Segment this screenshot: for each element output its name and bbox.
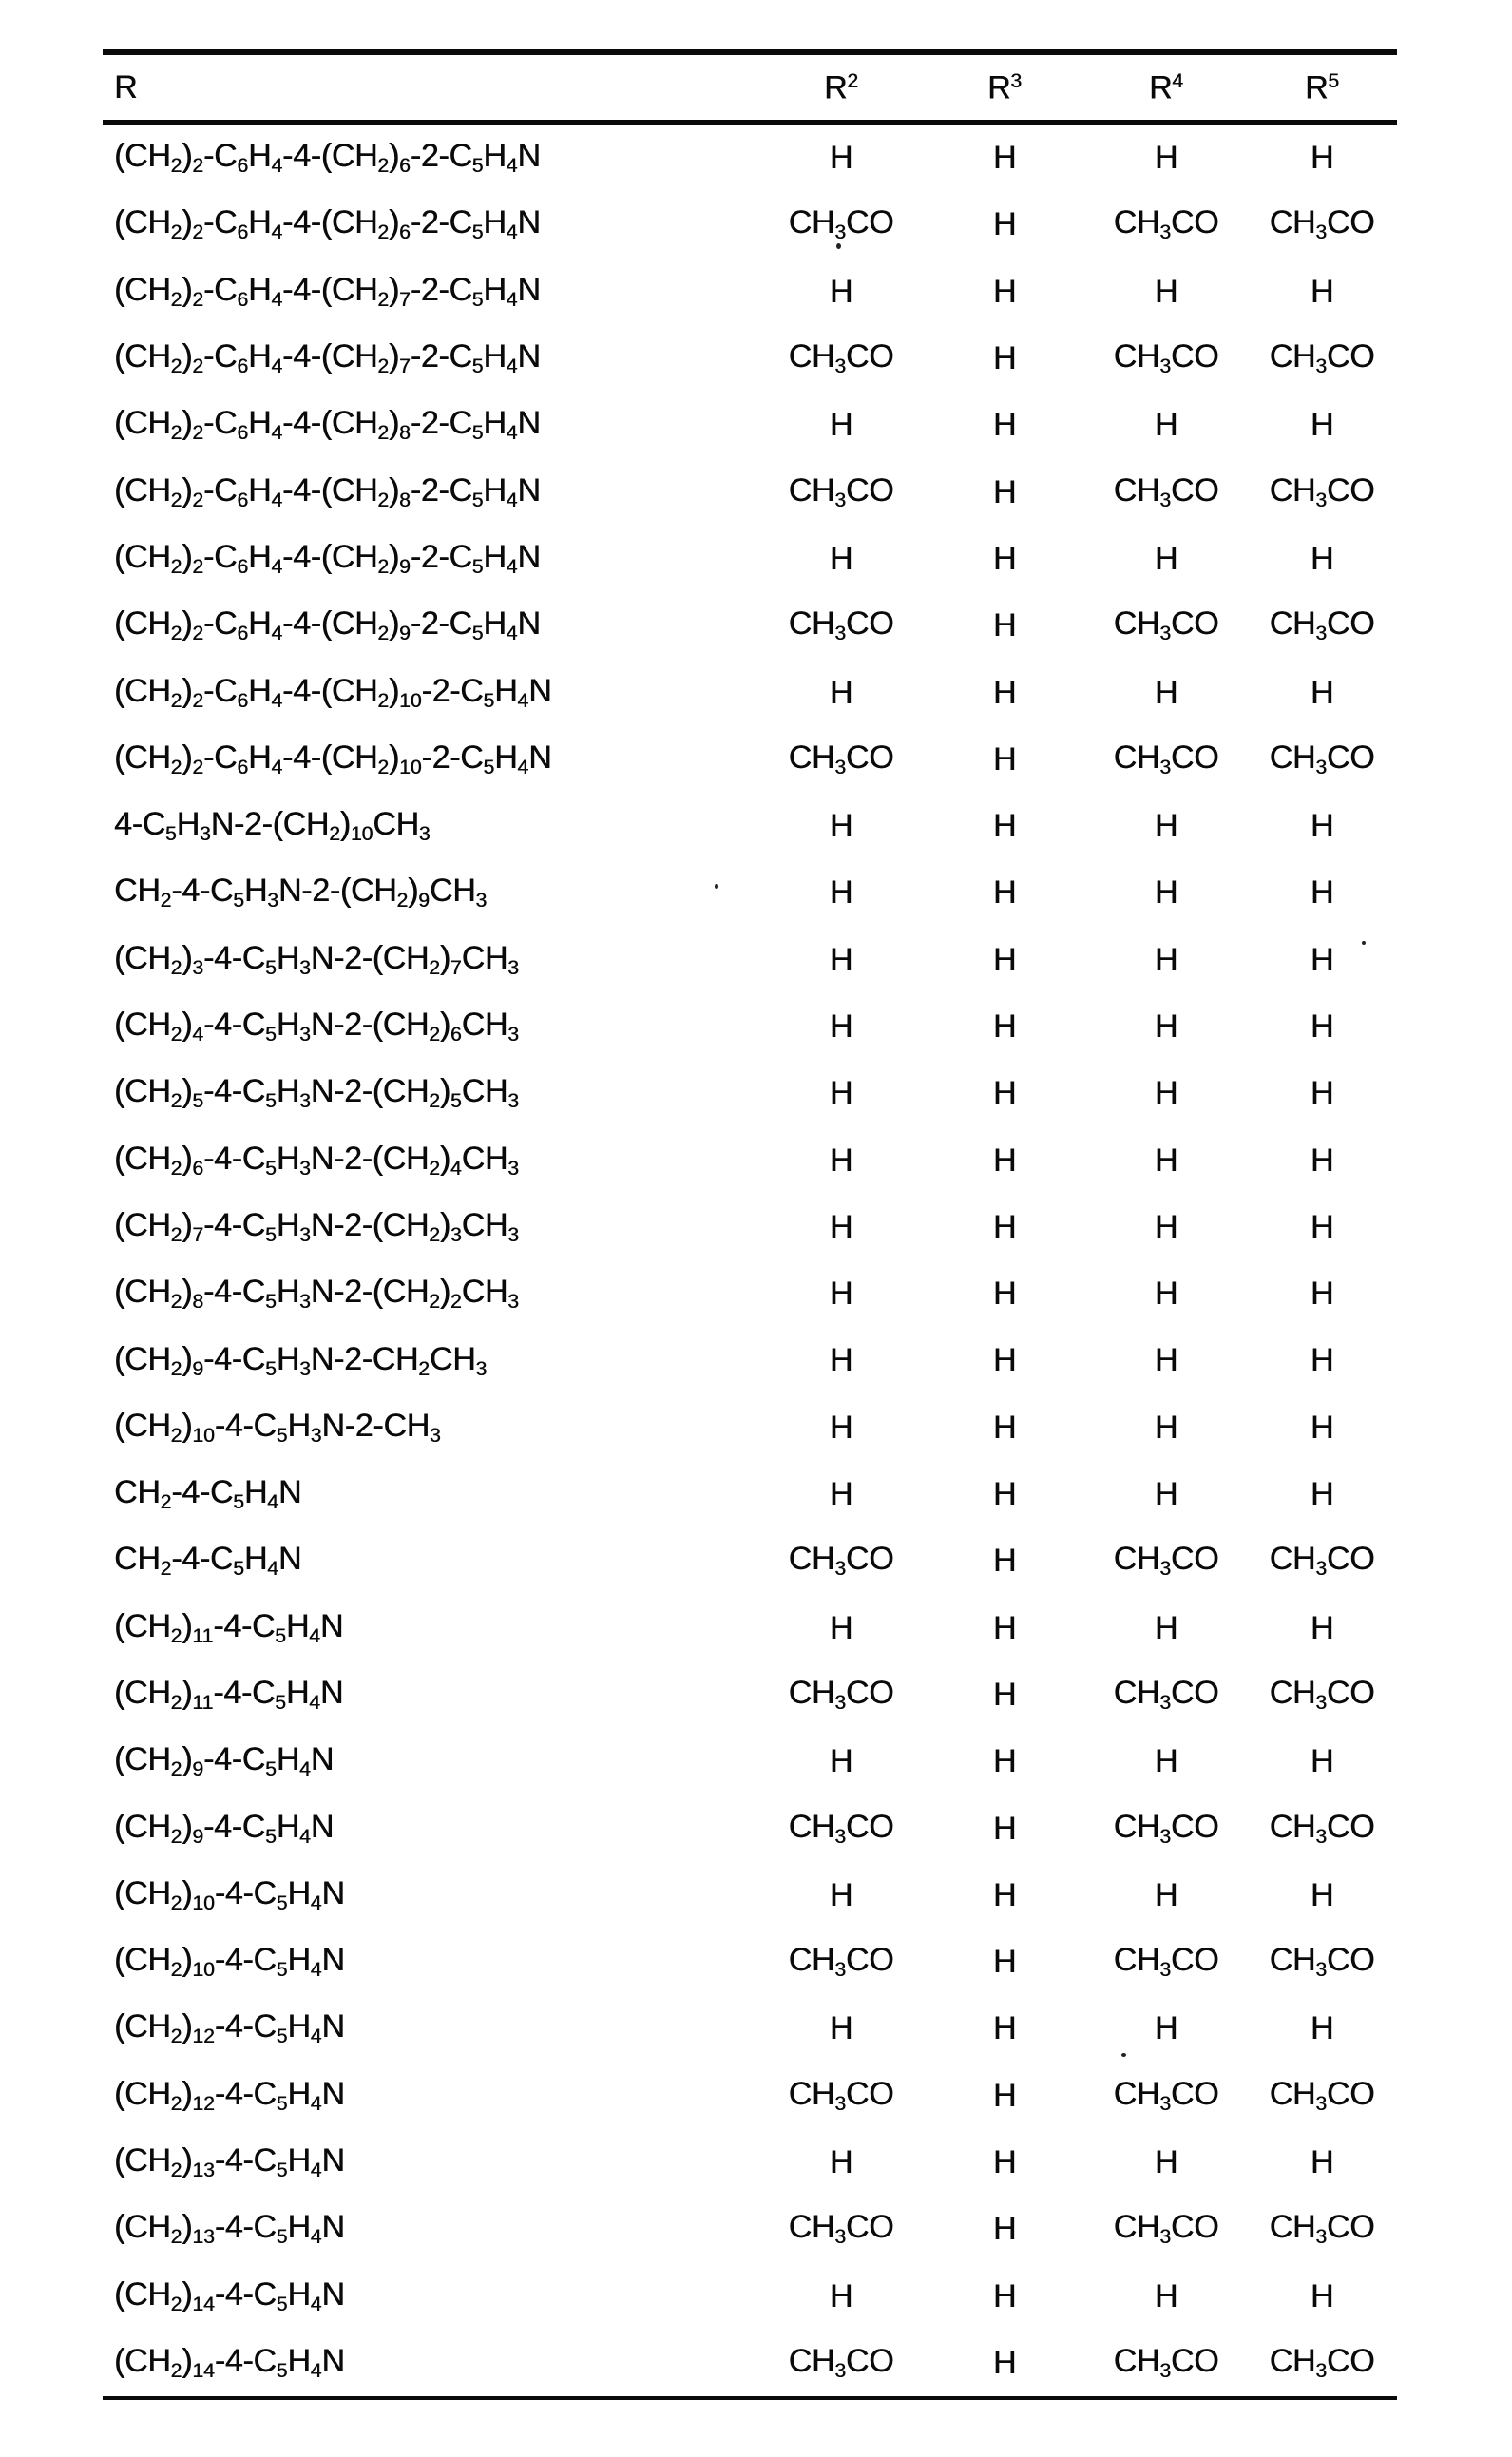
r-group-cell: $(CH_2)_7-4-C_5H_3N-2-(CH_2)_3CH_3$ <box>114 1206 519 1246</box>
r5-cell: H <box>1310 2277 1334 2314</box>
r4-cell: $CH_3CO$ <box>1113 1808 1219 1848</box>
r3-cell: H <box>992 1609 1017 1646</box>
r2-cell: H <box>829 1876 853 1913</box>
r-group-cell: $(CH_2)_9-4-C_5H_4N$ <box>114 1808 334 1848</box>
table-row <box>103 458 1397 525</box>
scan-speck <box>715 884 718 889</box>
r-group-cell: $CH_2-4-C_5H_4N$ <box>114 1474 302 1513</box>
col-header-r3: $R^3$ <box>987 69 1022 106</box>
col-header-r5: $R^5$ <box>1305 69 1339 106</box>
r-group-cell: $(CH_2)_2-C_6H_4-4-(CH_2)_7-2-C_5H_4N$ <box>114 338 541 377</box>
r3-cell: H <box>992 1810 1017 1847</box>
r4-cell: H <box>1154 2010 1178 2047</box>
table-row <box>103 1327 1397 1393</box>
r3-cell: H <box>992 941 1017 978</box>
r2-cell: H <box>829 1075 853 1112</box>
r2-cell: H <box>829 1609 853 1646</box>
r5-cell: $CH_3CO$ <box>1269 2075 1375 2115</box>
r2-cell: $CH_3CO$ <box>788 1808 894 1848</box>
r3-cell: H <box>992 1208 1017 1245</box>
r-group-cell: $(CH_2)_{12}-4-C_5H_4N$ <box>114 2008 345 2048</box>
table-row <box>103 2196 1397 2262</box>
table-rows <box>103 125 1397 2396</box>
r-group-cell: $(CH_2)_2-C_6H_4-4-(CH_2)_{10}-2-C_5H_4N$ <box>114 672 552 712</box>
table-row <box>103 1862 1397 1929</box>
table-row <box>103 325 1397 392</box>
r3-cell: H <box>992 1944 1017 1981</box>
r5-cell: H <box>1310 1743 1334 1780</box>
r-group-cell: $(CH_2)_3-4-C_5H_3N-2-(CH_2)_7CH_3$ <box>114 939 519 979</box>
r2-cell: H <box>829 941 853 978</box>
r4-cell: H <box>1154 2277 1178 2314</box>
r3-cell: H <box>992 1409 1017 1446</box>
r5-cell: $CH_3CO$ <box>1269 1808 1375 1848</box>
r4-cell: H <box>1154 874 1178 912</box>
table-row <box>103 1260 1397 1327</box>
r3-cell: H <box>992 2277 1017 2314</box>
r4-cell: H <box>1154 1008 1178 1045</box>
r4-cell: H <box>1154 273 1178 310</box>
r2-cell: H <box>829 273 853 310</box>
r-group-cell: $(CH_2)_2-C_6H_4-4-(CH_2)_6-2-C_5H_4N$ <box>114 204 541 244</box>
r-group-cell: $(CH_2)_9-4-C_5H_4N$ <box>114 1741 334 1781</box>
r4-cell: H <box>1154 674 1178 711</box>
r3-cell: H <box>992 1075 1017 1112</box>
r2-cell: H <box>829 1743 853 1780</box>
r3-cell: H <box>992 473 1017 510</box>
r3-cell: H <box>992 1476 1017 1513</box>
r2-cell: $CH_3CO$ <box>788 1674 894 1714</box>
r4-cell: $CH_3CO$ <box>1113 471 1219 511</box>
r-group-cell: $(CH_2)_6-4-C_5H_3N-2-(CH_2)_4CH_3$ <box>114 1140 519 1180</box>
table-row <box>103 1060 1397 1126</box>
r-group-cell: $(CH_2)_{14}-4-C_5H_4N$ <box>114 2275 345 2315</box>
r3-cell: H <box>992 2010 1017 2047</box>
r2-cell: H <box>829 1142 853 1179</box>
r4-cell: $CH_3CO$ <box>1113 605 1219 645</box>
r2-cell: $CH_3CO$ <box>788 2209 894 2249</box>
r-group-cell: $(CH_2)_2-C_6H_4-4-(CH_2)_7-2-C_5H_4N$ <box>114 271 541 311</box>
table-row <box>103 1728 1397 1795</box>
scan-speck <box>1362 941 1366 945</box>
table-row <box>103 259 1397 325</box>
r5-cell: H <box>1310 1609 1334 1646</box>
r2-cell: H <box>829 1208 853 1245</box>
r5-cell: H <box>1310 273 1334 310</box>
r2-cell: $CH_3CO$ <box>788 1541 894 1581</box>
table-row <box>103 927 1397 993</box>
r2-cell: $CH_3CO$ <box>788 204 894 244</box>
r-group-cell: $(CH_2)_{14}-4-C_5H_4N$ <box>114 2342 345 2382</box>
r4-cell: H <box>1154 1342 1178 1379</box>
r5-cell: H <box>1310 1409 1334 1446</box>
r5-cell: $CH_3CO$ <box>1269 2209 1375 2249</box>
table-row <box>103 1194 1397 1260</box>
r2-cell: H <box>829 874 853 912</box>
r2-cell: $CH_3CO$ <box>788 2075 894 2115</box>
scan-speck <box>836 243 841 249</box>
r4-cell: H <box>1154 941 1178 978</box>
r2-cell: H <box>829 140 853 177</box>
r3-cell: H <box>992 1543 1017 1580</box>
table-row <box>103 993 1397 1060</box>
r5-cell: $CH_3CO$ <box>1269 739 1375 778</box>
r3-cell: H <box>992 540 1017 577</box>
table-row <box>103 526 1397 592</box>
r4-cell: H <box>1154 407 1178 444</box>
r5-cell: H <box>1310 808 1334 845</box>
r3-cell: H <box>992 407 1017 444</box>
substituent-table <box>103 49 1397 2400</box>
r3-cell: H <box>992 273 1017 310</box>
r4-cell: H <box>1154 1743 1178 1780</box>
r-group-cell: $(CH_2)_2-C_6H_4-4-(CH_2)_9-2-C_5H_4N$ <box>114 538 541 578</box>
table-row <box>103 392 1397 458</box>
col-header-r2: $R^2$ <box>824 69 858 106</box>
r-group-cell: $(CH_2)_2-C_6H_4-4-(CH_2)_8-2-C_5H_4N$ <box>114 471 541 511</box>
r-group-cell: $(CH_2)_{13}-4-C_5H_4N$ <box>114 2142 345 2181</box>
col-header-r4: $R^4$ <box>1149 69 1183 106</box>
r4-cell: $CH_3CO$ <box>1113 338 1219 377</box>
r2-cell: $CH_3CO$ <box>788 471 894 511</box>
r3-cell: H <box>992 2077 1017 2114</box>
r-group-cell: $CH_2-4-C_5H_3N-2-(CH_2)_9CH_3$ <box>114 873 488 912</box>
table-row <box>103 726 1397 793</box>
r5-cell: H <box>1310 1342 1334 1379</box>
r4-cell: H <box>1154 1876 1178 1913</box>
r5-cell: H <box>1310 2144 1334 2181</box>
r2-cell: H <box>829 540 853 577</box>
r2-cell: $CH_3CO$ <box>788 338 894 377</box>
r4-cell: $CH_3CO$ <box>1113 2075 1219 2115</box>
r3-cell: H <box>992 1142 1017 1179</box>
r5-cell: $CH_3CO$ <box>1269 1942 1375 1982</box>
r3-cell: H <box>992 740 1017 777</box>
r-group-cell: $(CH_2)_8-4-C_5H_3N-2-(CH_2)_2CH_3$ <box>114 1274 519 1314</box>
r2-cell: H <box>829 1409 853 1446</box>
r4-cell: H <box>1154 808 1178 845</box>
table-row <box>103 2063 1397 2129</box>
table-row <box>103 1661 1397 1728</box>
r2-cell: H <box>829 2277 853 2314</box>
r5-cell: $CH_3CO$ <box>1269 204 1375 244</box>
table-row <box>103 1126 1397 1193</box>
r3-cell: H <box>992 2344 1017 2381</box>
col-header-r: R <box>114 69 138 106</box>
table-row <box>103 125 1397 191</box>
r4-cell: $CH_3CO$ <box>1113 2209 1219 2249</box>
table-row <box>103 659 1397 725</box>
r5-cell: $CH_3CO$ <box>1269 2342 1375 2382</box>
r5-cell: H <box>1310 1476 1334 1513</box>
r-group-cell: $(CH_2)_2-C_6H_4-4-(CH_2)_9-2-C_5H_4N$ <box>114 605 541 645</box>
r2-cell: H <box>829 2144 853 2181</box>
r-group-cell: $(CH_2)_2-C_6H_4-4-(CH_2)_6-2-C_5H_4N$ <box>114 138 541 178</box>
r3-cell: H <box>992 2144 1017 2181</box>
table-row <box>103 2129 1397 2196</box>
r-group-cell: $(CH_2)_{10}-4-C_5H_4N$ <box>114 1942 345 1982</box>
r5-cell: H <box>1310 540 1334 577</box>
r3-cell: H <box>992 140 1017 177</box>
r4-cell: H <box>1154 1276 1178 1313</box>
r3-cell: H <box>992 1743 1017 1780</box>
r4-cell: H <box>1154 1409 1178 1446</box>
r3-cell: H <box>992 2211 1017 2248</box>
r5-cell: $CH_3CO$ <box>1269 1674 1375 1714</box>
r4-cell: $CH_3CO$ <box>1113 1674 1219 1714</box>
table-row <box>103 1394 1397 1461</box>
r5-cell: H <box>1310 941 1334 978</box>
table-row <box>103 592 1397 659</box>
r4-cell: $CH_3CO$ <box>1113 1541 1219 1581</box>
r4-cell: $CH_3CO$ <box>1113 204 1219 244</box>
r5-cell: H <box>1310 1208 1334 1245</box>
r4-cell: H <box>1154 1142 1178 1179</box>
r3-cell: H <box>992 206 1017 243</box>
table-row <box>103 1461 1397 1527</box>
r5-cell: $CH_3CO$ <box>1269 338 1375 377</box>
r-group-cell: $(CH_2)_5-4-C_5H_3N-2-(CH_2)_5CH_3$ <box>114 1073 519 1113</box>
r5-cell: H <box>1310 1075 1334 1112</box>
r2-cell: $CH_3CO$ <box>788 605 894 645</box>
r3-cell: H <box>992 1008 1017 1045</box>
table-row <box>103 191 1397 258</box>
r2-cell: H <box>829 1008 853 1045</box>
r-group-cell: $(CH_2)_2-C_6H_4-4-(CH_2)_{10}-2-C_5H_4N$ <box>114 739 552 778</box>
r3-cell: H <box>992 1876 1017 1913</box>
table-row <box>103 859 1397 926</box>
r5-cell: H <box>1310 1876 1334 1913</box>
r5-cell: $CH_3CO$ <box>1269 1541 1375 1581</box>
r4-cell: H <box>1154 1208 1178 1245</box>
r2-cell: H <box>829 1342 853 1379</box>
table-row <box>103 1929 1397 1995</box>
r3-cell: H <box>992 1276 1017 1313</box>
r3-cell: H <box>992 808 1017 845</box>
r5-cell: $CH_3CO$ <box>1269 605 1375 645</box>
r2-cell: $CH_3CO$ <box>788 1942 894 1982</box>
r-group-cell: $(CH_2)_{13}-4-C_5H_4N$ <box>114 2209 345 2249</box>
r2-cell: H <box>829 2010 853 2047</box>
r5-cell: H <box>1310 874 1334 912</box>
table-row <box>103 1527 1397 1594</box>
r-group-cell: $4-C_5H_3N-2-(CH_2)_{10}CH_3$ <box>114 806 431 846</box>
r5-cell: H <box>1310 674 1334 711</box>
table-row <box>103 793 1397 859</box>
r-group-cell: $(CH_2)_9-4-C_5H_3N-2-CH_2CH_3$ <box>114 1340 488 1380</box>
table-bottom-rule <box>103 2396 1397 2400</box>
r4-cell: H <box>1154 140 1178 177</box>
r4-cell: $CH_3CO$ <box>1113 1942 1219 1982</box>
r4-cell: H <box>1154 1609 1178 1646</box>
r3-cell: H <box>992 1342 1017 1379</box>
r5-cell: H <box>1310 1142 1334 1179</box>
r5-cell: H <box>1310 407 1334 444</box>
table-row <box>103 1595 1397 1661</box>
r3-cell: H <box>992 874 1017 912</box>
r2-cell: H <box>829 808 853 845</box>
table-row <box>103 2263 1397 2330</box>
r2-cell: H <box>829 1476 853 1513</box>
r-group-cell: $(CH_2)_{10}-4-C_5H_4N$ <box>114 1874 345 1914</box>
r3-cell: H <box>992 1676 1017 1713</box>
r3-cell: H <box>992 674 1017 711</box>
r2-cell: H <box>829 1276 853 1313</box>
r4-cell: H <box>1154 1075 1178 1112</box>
r4-cell: H <box>1154 540 1178 577</box>
r-group-cell: $(CH_2)_{12}-4-C_5H_4N$ <box>114 2075 345 2115</box>
table-header-row <box>103 55 1397 120</box>
table-row <box>103 1995 1397 2062</box>
r5-cell: H <box>1310 1008 1334 1045</box>
r5-cell: H <box>1310 2010 1334 2047</box>
scan-speck <box>1121 2053 1126 2057</box>
r3-cell: H <box>992 607 1017 644</box>
r-group-cell: $(CH_2)_{10}-4-C_5H_3N-2-CH_3$ <box>114 1407 441 1447</box>
table-row <box>103 2330 1397 2396</box>
r2-cell: H <box>829 407 853 444</box>
r2-cell: H <box>829 674 853 711</box>
r4-cell: H <box>1154 2144 1178 2181</box>
r5-cell: H <box>1310 140 1334 177</box>
r3-cell: H <box>992 340 1017 377</box>
table-row <box>103 1795 1397 1861</box>
r4-cell: $CH_3CO$ <box>1113 2342 1219 2382</box>
r-group-cell: $(CH_2)_4-4-C_5H_3N-2-(CH_2)_6CH_3$ <box>114 1007 519 1046</box>
r4-cell: H <box>1154 1476 1178 1513</box>
r-group-cell: $(CH_2)_{11}-4-C_5H_4N$ <box>114 1674 344 1714</box>
r-group-cell: $(CH_2)_2-C_6H_4-4-(CH_2)_8-2-C_5H_4N$ <box>114 405 541 445</box>
r2-cell: $CH_3CO$ <box>788 739 894 778</box>
r5-cell: H <box>1310 1276 1334 1313</box>
r-group-cell: $CH_2-4-C_5H_4N$ <box>114 1541 302 1581</box>
r5-cell: $CH_3CO$ <box>1269 471 1375 511</box>
r4-cell: $CH_3CO$ <box>1113 739 1219 778</box>
r-group-cell: $(CH_2)_{11}-4-C_5H_4N$ <box>114 1607 344 1647</box>
r2-cell: $CH_3CO$ <box>788 2342 894 2382</box>
